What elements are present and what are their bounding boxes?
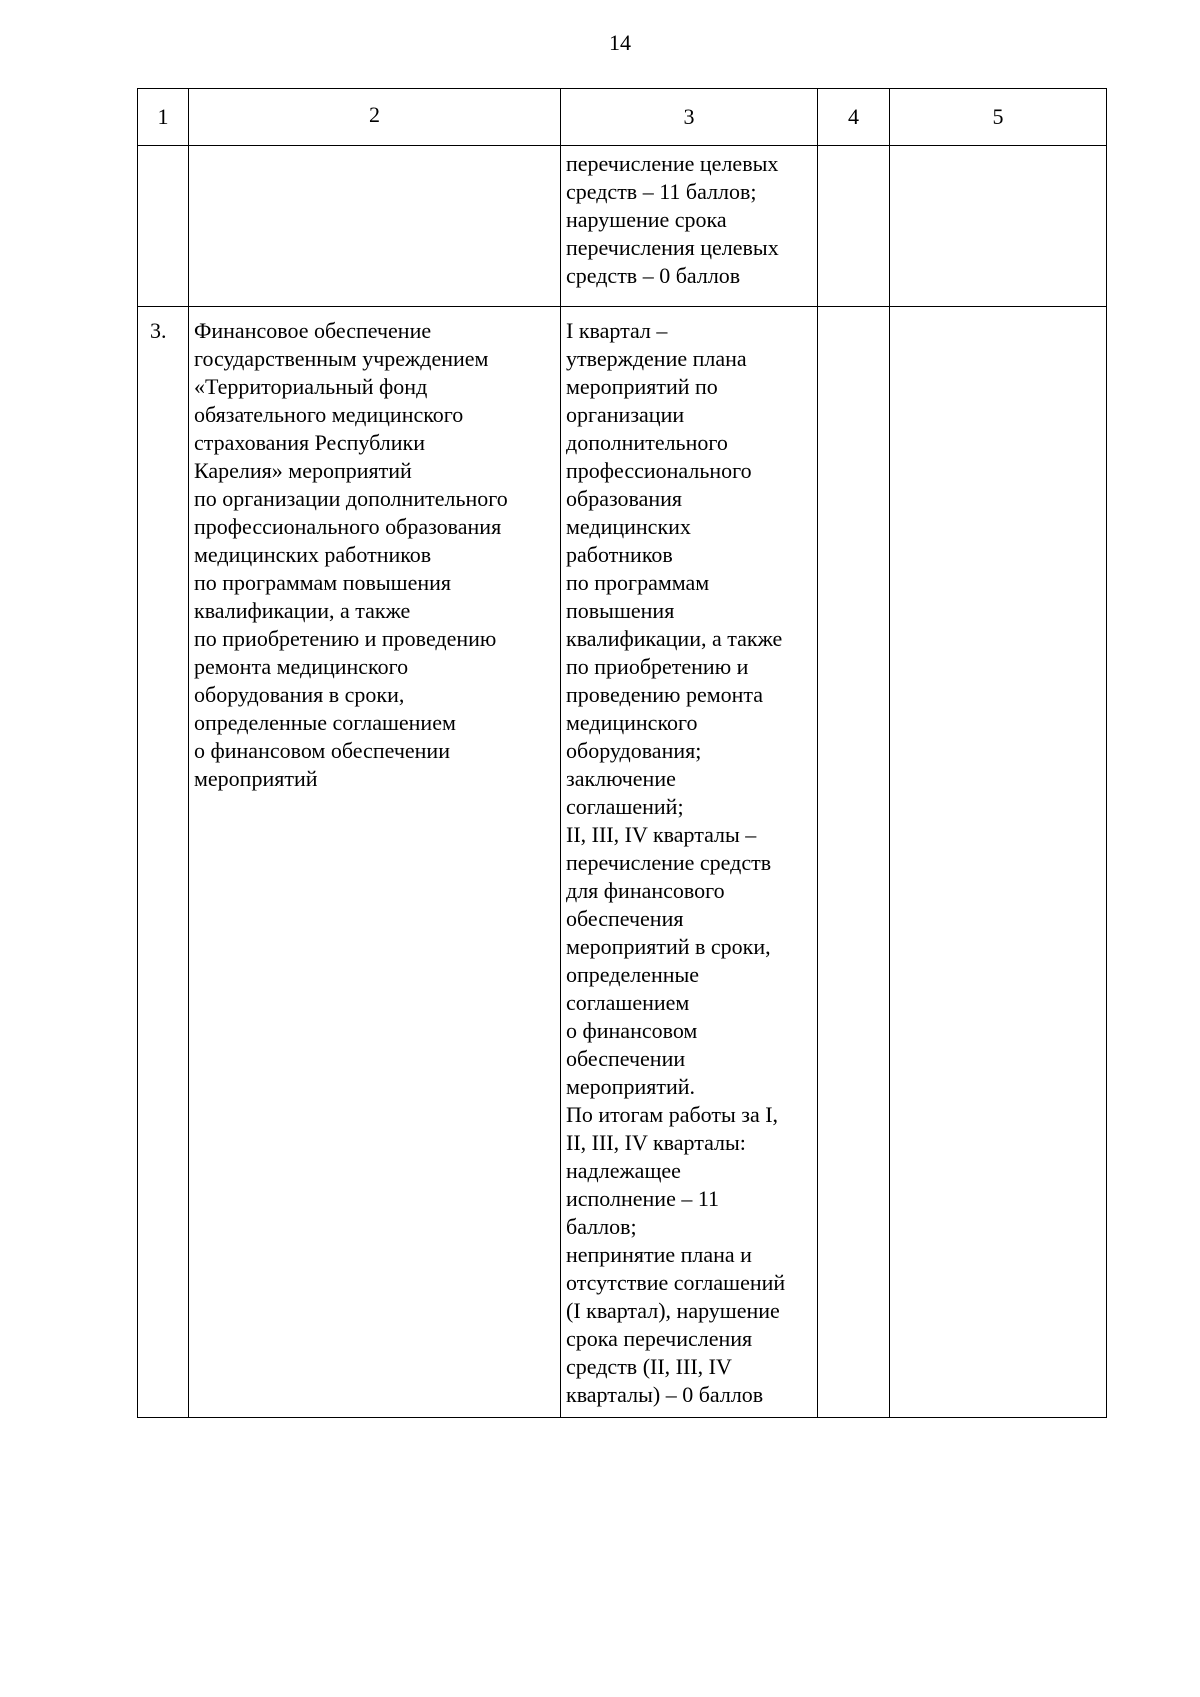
table-header-row bbox=[138, 89, 1107, 146]
criteria-text: I квартал – утверждение плана мероприятий по организации дополнительного профессионального образования медицинских работников по программам повышения квалификации, а также по приобретению и проведению ремонта медицинского оборудования; заключение соглашений; II, III, IV кварталы – перечисление средств для финансового обеспечения мероприятий в сроки, определенные соглашением о финансовом обеспечении мероприятий. По итогам работы за I, II, III, IV кварталы: надлежащее исполнение – 11 баллов; непринятие плана и отсутствие соглашений (I квартал), нарушение срока перечисления средств (II, III, IV кварталы) – 0 баллов bbox=[566, 318, 786, 1407]
row-number-cell bbox=[138, 307, 189, 1418]
header-cell-5: 5 bbox=[890, 89, 1107, 146]
criteria-cell bbox=[561, 307, 818, 1418]
col4-text bbox=[818, 146, 889, 156]
header-cell-1: 1 bbox=[138, 89, 189, 146]
header-cell-4: 4 bbox=[818, 89, 890, 146]
description-cell bbox=[189, 307, 561, 1418]
col5-cell bbox=[890, 307, 1107, 1418]
row-number-cell bbox=[138, 146, 189, 307]
criteria-table bbox=[137, 88, 1107, 1418]
header-cell-3: 3 bbox=[561, 89, 818, 146]
page-number: 14 bbox=[609, 30, 631, 55]
description-text bbox=[189, 146, 560, 156]
row-number bbox=[138, 146, 188, 156]
col4-cell bbox=[818, 146, 890, 307]
criteria-text: перечисление целевых средств – 11 баллов; нарушение срока перечисления целевых средств – 0 баллов bbox=[566, 151, 779, 288]
description-cell bbox=[189, 146, 561, 307]
row-number: 3. bbox=[150, 318, 167, 343]
col5-text bbox=[890, 146, 1106, 156]
col4-text bbox=[818, 307, 889, 323]
table-row bbox=[138, 146, 1107, 307]
description-text: Финансовое обеспечение государственным учреждением «Территориальный фонд обязательного медицинского страхования Республики Карелия» мероприятий по организации дополнительного профессионального образования медицинских работников по программам повышения квалификации, а также по приобретению и проведению ремонта медицинского оборудования в сроки, определенные соглашением о финансовом обеспечении мероприятий bbox=[194, 318, 508, 791]
header-cell-2: 2 bbox=[189, 89, 561, 146]
criteria-cell bbox=[561, 146, 818, 307]
col5-text bbox=[890, 307, 1106, 323]
col4-cell bbox=[818, 307, 890, 1418]
col5-cell bbox=[890, 146, 1107, 307]
table-row bbox=[138, 307, 1107, 1418]
